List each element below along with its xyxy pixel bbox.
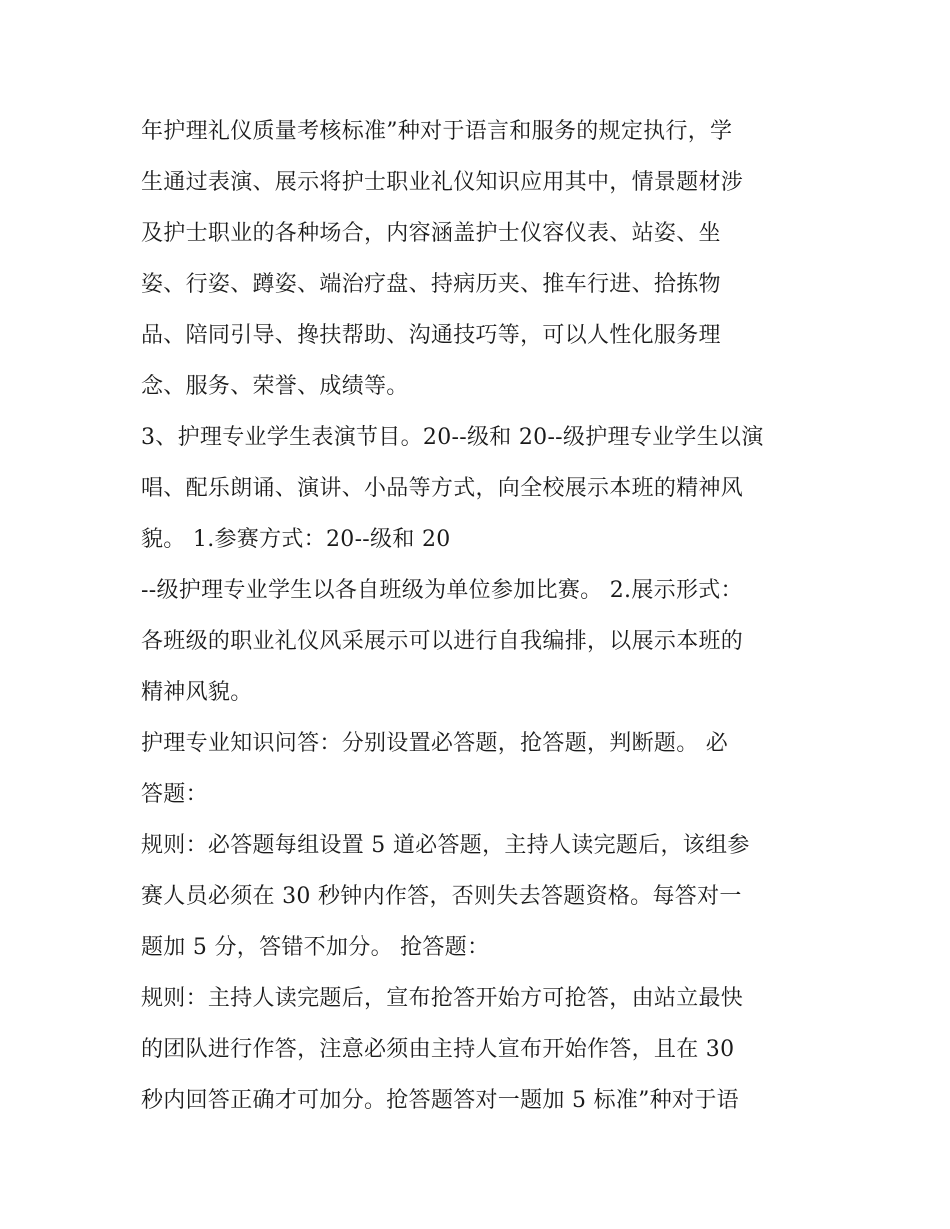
- text-line: 秒内回答正确才可加分。抢答题答对一题加 5 标准”种对于语: [141, 1088, 739, 1113]
- text-line: 3、护理专业学生表演节目。20--级和 20--级护理专业学生以演: [141, 425, 764, 450]
- body-text: [141, 106, 821, 1126]
- text-line: 姿、行姿、蹲姿、端治疗盘、持病历夹、推车行进、拾拣物: [141, 272, 721, 297]
- text-line: 答题：: [141, 782, 208, 807]
- text-line: 赛人员必须在 30 秒钟内作答，否则失去答题资格。每答对一: [141, 884, 742, 909]
- text-line: 护理专业知识问答：分别设置必答题，抢答题，判断题。 必: [141, 731, 729, 756]
- text-line: 精神风貌。: [141, 680, 253, 705]
- text-line: --级护理专业学生以各自班级为单位参加比赛。 2.展示形式：: [141, 578, 743, 603]
- text-line: 生通过表演、展示将护士职业礼仪知识应用其中，情景题材涉: [141, 170, 744, 195]
- text-line: 年护理礼仪质量考核标准”种对于语言和服务的规定执行，学: [141, 119, 733, 144]
- text-line: 各班级的职业礼仪风采展示可以进行自我编排，以展示本班的: [141, 629, 744, 654]
- text-line: 的团队进行作答，注意必须由主持人宣布开始作答，且在 30: [141, 1037, 735, 1062]
- text-line: 品、陪同引导、搀扶帮助、沟通技巧等，可以人性化服务理: [141, 323, 721, 348]
- text-line: 规则：必答题每组设置 5 道必答题，主持人读完题后，该组参: [141, 833, 750, 858]
- text-line: 题加 5 分，答错不加分。 抢答题：: [141, 935, 490, 960]
- text-line: 规则：主持人读完题后，宣布抢答开始方可抢答，由站立最快: [141, 986, 744, 1011]
- text-line: 及护士职业的各种场合，内容涵盖护士仪容仪表、站姿、坐: [141, 221, 721, 246]
- text-line: 念、服务、荣誉、成绩等。: [141, 374, 409, 399]
- text-line: 唱、配乐朗诵、演讲、小品等方式，向全校展示本班的精神风: [141, 476, 744, 501]
- text-line: 貌。 1.参赛方式：20--级和 20: [141, 527, 451, 552]
